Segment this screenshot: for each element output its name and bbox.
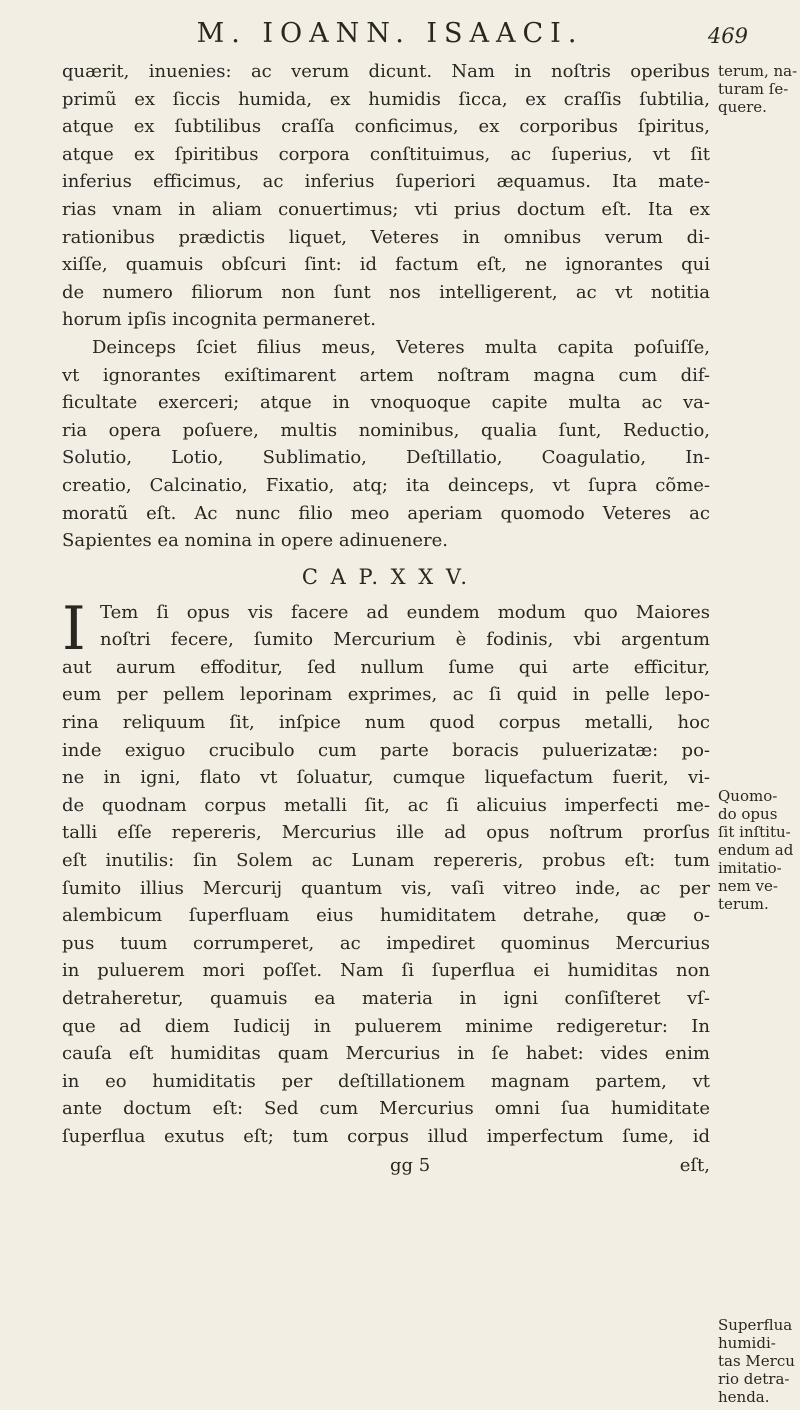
marginal-line: turam ſe- — [718, 80, 789, 98]
text-line: Solutio, Lotio, Sublimatio, Deſtillatio, Coagulatio, In- — [62, 447, 710, 469]
text-line: ne in igni, flato vt ſoluatur, cumque liquefactum fuerit, vi- — [62, 767, 710, 789]
text-line: ſumito illius Mercurij quantum vis, vaſi vitreo inde, ac per — [62, 877, 710, 899]
text-line: pus tuum corrumperet, ac impediret quominus Mercurius — [62, 932, 710, 954]
text-line: ante doctum eſt: Sed cum Mercurius omni ſua humiditate — [62, 1098, 710, 1120]
chapter-heading: C A P. X X V. — [301, 564, 471, 589]
text-line: atque ex ſpiritibus corpora conſtituimus, ac ſuperius, vt ſit — [62, 143, 710, 165]
marginal-line: tas Mercu — [718, 1352, 795, 1370]
marginal-note-3 — [718, 1316, 798, 1406]
text-line: que ad diem Iudicij in puluerem minime redigeretur: In — [62, 1015, 710, 1037]
marginal-line: terum. — [718, 895, 769, 913]
text-line: noſtri fecere, ſumito Mercurium è fodinis, vbi argentum — [100, 629, 710, 651]
text-line: Sapientes ea nomina in opere adinuenere. — [62, 530, 448, 552]
running-head: M. IOANN. ISAACI. — [196, 18, 584, 49]
text-line: creatio, Calcinatio, Fixatio, atq; ita deinceps, vt ſupra cõme- — [62, 474, 710, 496]
marginal-note-2 — [718, 787, 798, 913]
text-line: de numero filiorum non ſunt nos intelligerent, ac vt notitia — [62, 281, 710, 303]
marginal-line: quere. — [718, 98, 767, 116]
text-line: eum per pellem leporinam exprimes, ac ſi quid in pelle lepo- — [62, 684, 710, 706]
text-line: atque ex ſubtilibus craſſa conficimus, ex corporibus ſpiritus, — [62, 116, 710, 138]
text-line: horum ipſis incognita permaneret. — [62, 309, 376, 331]
text-line: ficultate exerceri; atque in vnoquoque capite multa ac va- — [62, 392, 710, 414]
marginal-line: Quomo- — [718, 787, 778, 805]
text-line: rias vnam in aliam conuertimus; vti prius doctum eſt. Ita ex — [62, 198, 710, 220]
text-line: talli eſſe repereris, Mercurius ille ad opus noſtrum prorſus — [62, 822, 710, 844]
page-footer — [62, 1151, 710, 1181]
paragraph-1 — [62, 58, 710, 334]
text-line: eſt inutilis: ſin Solem ac Lunam repereris, probus eſt: tum — [62, 850, 710, 872]
page-header — [60, 14, 748, 54]
drop-cap: I — [62, 593, 86, 664]
marginal-line: imitatio- — [718, 859, 782, 877]
text-line: moratũ eſt. Ac nunc filio meo aperiam quomodo Veteres ac — [62, 502, 710, 524]
text-line: de quodnam corpus metalli ſit, ac ſi alicuius imperfecti me- — [62, 794, 710, 816]
text-line: rationibus prædictis liquet, Veteres in omnibus verum di- — [62, 226, 710, 248]
marginal-line: terum, na- — [718, 62, 798, 80]
text-line: detraheretur, quamuis ea materia in igni conſiſteret vſ- — [62, 988, 710, 1009]
marginal-line: do opus — [718, 805, 778, 823]
text-line: primũ ex ſiccis humida, ex humidis ſicca, ex craſſis ſubtilia, — [62, 88, 710, 110]
text-line: Deinceps ſciet filius meus, Veteres multa capita poſuiſſe, — [92, 336, 710, 358]
page-number: 469 — [707, 24, 748, 48]
text-line: ria opera poſuere, multis nominibus, qualia ſunt, Reductio, — [62, 419, 710, 441]
text-line: xiſſe, quamuis obſcuri ſint: id factum eſt, ne ignorantes qui — [62, 254, 710, 276]
text-line: in eo humiditatis per deſtillationem magnam partem, vt — [62, 1070, 710, 1092]
chapter-paragraph — [62, 593, 710, 1151]
catchword: eſt, — [679, 1154, 710, 1176]
marginal-line: endum ad — [718, 841, 794, 859]
text-line: aut aurum effoditur, ſed nullum ſume qui arte efficitur, — [62, 656, 710, 678]
text-line: quærit, inuenies: ac verum dicunt. Nam in noſtris operibus — [62, 61, 710, 82]
marginal-line: nem ve- — [718, 877, 778, 895]
marginal-note-1 — [718, 62, 798, 116]
marginal-line: henda. — [718, 1388, 770, 1406]
paragraph-2 — [62, 334, 710, 555]
text-line: alembicum ſuperfluam eius humiditatem detrahe, quæ o- — [62, 905, 710, 927]
signature-mark: gg 5 — [390, 1154, 431, 1176]
text-line: in puluerem mori poſſet. Nam ſi ſuperflua ei humiditas non — [62, 960, 710, 982]
text-line: vt ignorantes exiſtimarent artem noſtram magna cum dif- — [62, 364, 710, 386]
text-line: inferius efficimus, ac inferius ſuperiori æquamus. Ita mate- — [62, 171, 710, 193]
marginal-line: ſit inſtitu- — [718, 823, 791, 841]
text-line: rina reliquum ſit, inſpice num quod corpus metalli, hoc — [62, 712, 710, 734]
main-text-column — [62, 58, 710, 1181]
marginal-line: Superflua — [718, 1316, 793, 1334]
text-line: cauſa eſt humiditas quam Mercurius in ſe habet: vides enim — [62, 1043, 710, 1065]
text-line: inde exiguo crucibulo cum parte boracis puluerizatæ: po- — [62, 739, 710, 761]
text-line: ſuperflua exutus eſt; tum corpus illud imperfectum ſume, id — [62, 1125, 710, 1147]
marginal-line: humidi- — [718, 1334, 776, 1352]
text-line: Tem ſi opus vis facere ad eundem modum quo Maiores — [100, 601, 710, 623]
marginal-line: rio detra- — [718, 1370, 790, 1388]
